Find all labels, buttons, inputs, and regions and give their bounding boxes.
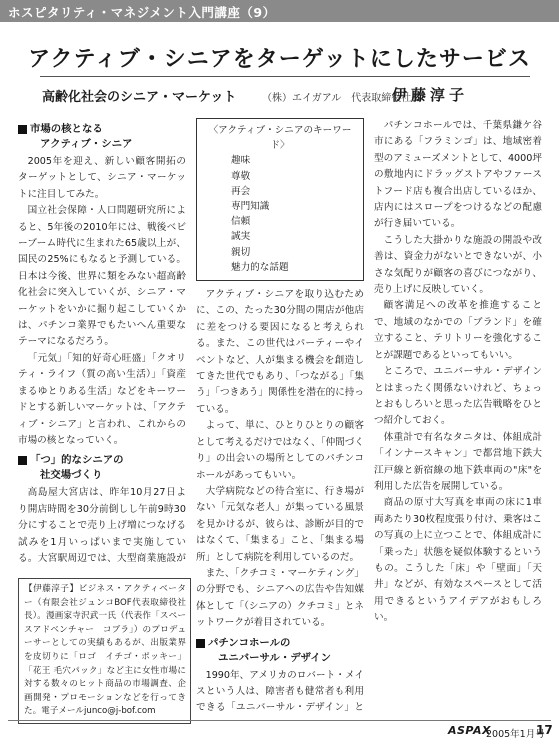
paragraph: よって、単に、ひとりひとりの顧客として考えるだけではなく、「仲間づくり」の出会いの場所としてのパチンコホールがあってもいい。 <box>196 420 364 481</box>
paragraph: パチンコホールでは、千葉県鎌ケ谷市にある「フラミンゴ」は、地域密着型のアミューズメントとして、4000坪の敷地内にドラッグストアやファーストフード店も複合出店しているほか、店内にはスロープをつけるなどの配慮が行き届いている。 <box>374 120 542 230</box>
paragraph: 1990年、アメリカのロバート・メイスという人は、障害者も健常者も利用できる「ユニバーサル・デザイン」と <box>196 669 364 714</box>
square-bullet-icon <box>18 456 27 465</box>
paragraph: また、「クチコミ・マーケティング」の分野でも、シニアへの広告や告知媒体として「（シニアの）クチコミ」とネットワークが着目されている。 <box>196 567 364 629</box>
keyword-item: 信頼 <box>231 216 251 228</box>
column-1 <box>18 120 186 567</box>
subtitle-row <box>42 84 542 106</box>
paragraph: 顧客満足への改革を推進することで、地域のなかでの「ブランド」を確立すること、テリトリーを強化することが課題であるといってもいい。 <box>374 300 542 361</box>
author-name: 伊藤淳子 <box>392 86 469 104</box>
article-subtitle: 高齢化社会のシニア・マーケット <box>42 90 237 105</box>
keyword-box-title: 〈アクティブ・シニアのキーワード〉 <box>208 125 352 152</box>
author-affiliation: （株）エイガアル 代表取締役社長 <box>262 93 422 104</box>
keyword-item: 専門知識 <box>231 201 270 213</box>
keyword-item: 魅力的な話題 <box>231 261 289 273</box>
section-heading-social-place <box>18 453 186 483</box>
heading-line: 市場の核となる <box>30 123 103 135</box>
section-heading-universal-design <box>196 636 364 666</box>
paragraph: アクティブ・シニアを取り込むために、この、たった30分間の開店が他店に差をつける要因になると考えられる。また、この世代はパーティーやイベントなど、人が集まる機会を創造してきた世代でもあり、「つながる」「集う」「つきあう」関係性を潜在的に持っている。 <box>196 289 364 415</box>
paragraph: こうした大掛かりな施設の開設や改善は、資金力がないとできないが、小さな気配りが顧客の喜びにつながり、売り上げに反映していく。 <box>374 234 542 296</box>
column-2 <box>196 118 364 718</box>
keyword-box <box>196 118 364 281</box>
paragraph: 国立社会保障・人口問題研究所によると、5年後の2010年には、戦後ベビーブーム時代に生まれた65歳以上が、国民の25%にもなると予測している。日本は今後、世界に類をみない超高齢化社会に突入していくが、シニア・マーケットをいかに掘り起こしていくかは、パチンコ業界でもたいへん重要なテーマになるだろう。 <box>18 205 186 348</box>
column-3 <box>374 118 542 627</box>
heading-line: アクティブ・シニア <box>40 138 133 150</box>
footer-rule <box>8 720 551 721</box>
paragraph: 商品の原寸大写真を車両の床に1車両あたり30枚程度張り付け、乗客はこの写真の上に立つことで、体組成計に「乗った」状態を疑似体験するというもの。こうした「床」や「壁面」「天井」などが、有効なスペースとして活用できるというアイデアがおもしろい。 <box>374 497 542 624</box>
magazine-logo: ASPAX <box>448 724 491 737</box>
section-heading-market-core <box>18 122 186 152</box>
square-bullet-icon <box>196 639 205 648</box>
heading-line: ユニバーサル・デザイン <box>218 651 332 664</box>
paragraph: 体重計で有名なタニタは、体組成計「インナースキャン」で都営地下鉄大江戸線と新宿線の地下鉄車両の"床"を利用した広告を展開している。 <box>374 431 542 492</box>
author-bio-box <box>18 578 191 724</box>
author-bio: 【伊藤淳子】ビジネス・アクティベーター（有限会社ジュンコBOF代表取締役社長）。漫画家寺沢武一氏（代表作「スペースアドベンチャー コブラ」）のプロデューサーとしての実績もあるが、出版業界を皮切りに「ロゴ イチゴ・ポッキー」「花王 毛穴パック」など主に女性市場に対する数々のヒット商品の市場調査、企画開発・プロモーションなどを行ってきた。電子メールjunco@j-bof.com <box>24 584 186 717</box>
heading-line: パチンコホールの <box>208 636 291 649</box>
keyword-item: 趣味 <box>231 155 251 167</box>
title-rule <box>40 76 530 77</box>
keyword-item: 誠実 <box>231 231 251 243</box>
paragraph: 2005年を迎え、新しい顧客開拓のターゲットとして、シニア・マーケットに注目してみた。 <box>18 156 186 200</box>
paragraph: 大学病院などの待合室に、行き場がない「元気な老人」が集っている風景を見かけるが、彼らは、診断が目的ではなくて、「集まる」こと、「集まる場所」として病院を利用しているのだ。 <box>196 485 364 563</box>
keyword-item: 親切 <box>231 246 251 258</box>
issue-date: 2005年1月号 <box>486 729 545 740</box>
keyword-item: 尊敬 <box>231 170 251 182</box>
heading-line: 社交場づくり <box>40 469 103 482</box>
heading-line: 「つ」的なシニアの <box>30 454 124 467</box>
series-banner <box>0 0 559 22</box>
paragraph: 高島屋大宮店は、昨年10月27日より開店時間を30分前倒しし午前9時30分にすることで売り上げ増につなげる試みを1月いっぱいまで実施している。大宮駅周辺では、大型商業施設が <box>18 487 186 564</box>
paragraph: ところで、ユニバーサル・デザインとはまったく関係ないけれど、ちょっとおもしろいと思った広告戦略をひとつ紹介しておく。 <box>374 366 542 427</box>
keyword-item: 再会 <box>231 185 251 197</box>
article-title: アクティブ・シニアをターゲットにしたサービス <box>28 46 531 72</box>
paragraph: 「元気」「知的好奇心旺盛」「クオリティ・ライフ（質の高い生活）」「資産まるゆとりある生活」などをキーワードとする新しいマーケットは、「アクティブ・シニア」と言われ、これからの市場の核となっていく。 <box>18 352 186 446</box>
series-label: ホスピタリティ・マネジメント入門講座（9） <box>8 5 276 20</box>
square-bullet-icon <box>18 125 27 134</box>
page-number: 17 <box>536 723 553 737</box>
